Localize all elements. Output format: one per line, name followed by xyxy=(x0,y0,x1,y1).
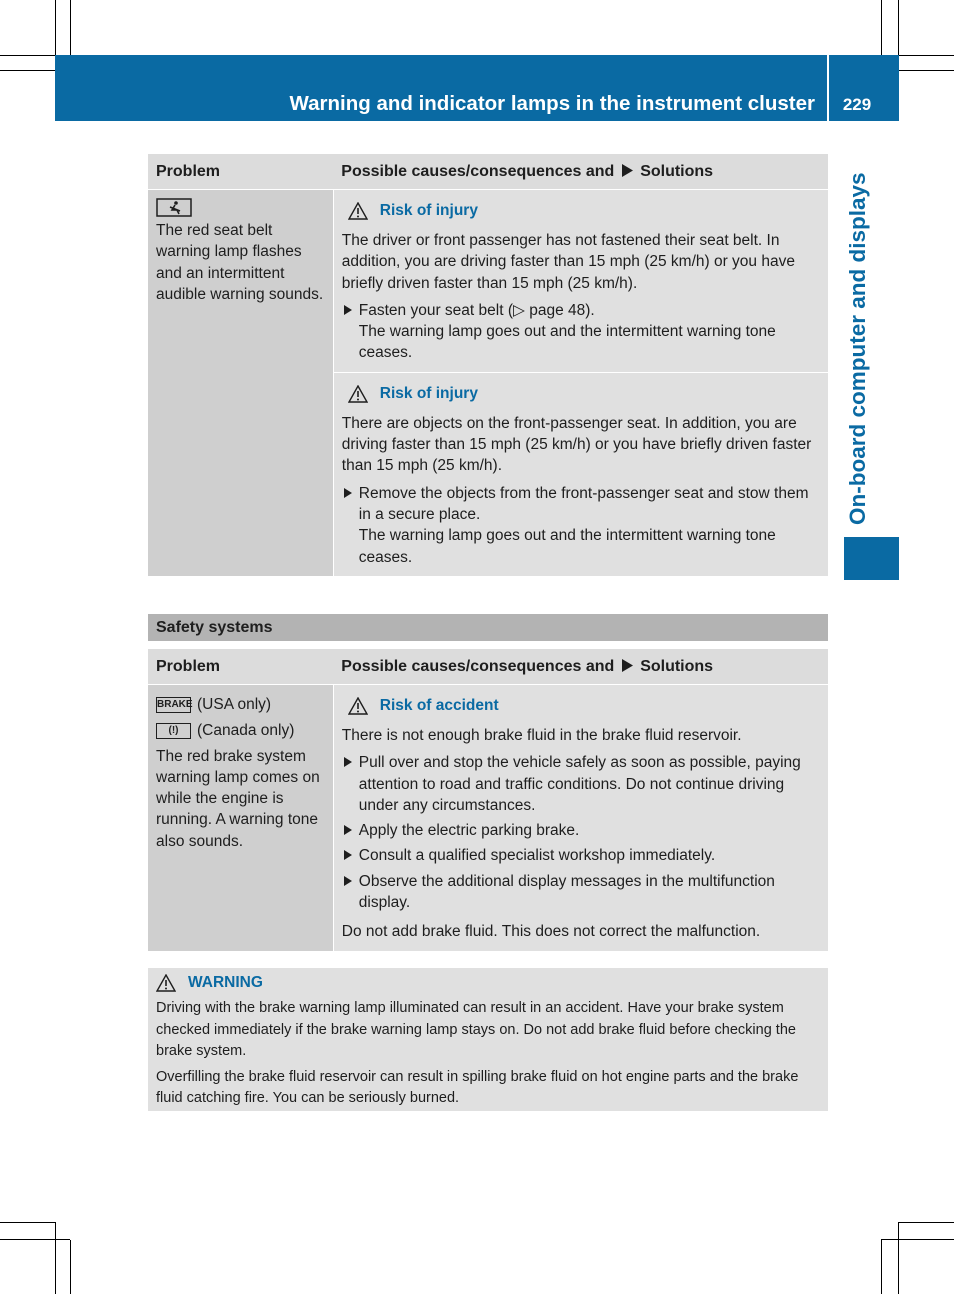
problem-cell xyxy=(148,190,333,576)
warning-label: Risk of injury xyxy=(379,384,478,402)
step-arrow-icon xyxy=(344,825,352,835)
crop-mark xyxy=(898,1222,899,1294)
step-result: The warning lamp goes out and the intermittent warning tone ceases. xyxy=(358,527,776,566)
crop-mark xyxy=(881,1240,882,1294)
instruction-step xyxy=(342,752,822,816)
page-title: Warning and indicator lamps in the instrument cluster xyxy=(289,92,815,115)
crop-mark xyxy=(70,1240,71,1294)
seat-belt-lamp-icon xyxy=(156,198,192,218)
warning-label: Risk of injury xyxy=(379,202,478,219)
instruction-step xyxy=(342,871,822,914)
page-ref-icon: ▷ xyxy=(512,301,525,319)
crop-mark xyxy=(70,0,71,55)
crop-mark xyxy=(0,1222,55,1223)
cause-text: There are objects on the front-passenger seat. In addition, you are driving faster than 15 mph (25 km/h) or you have briefly driven faster than 15 mph (25 km/h). xyxy=(341,414,812,475)
cause-text: The driver or front passenger has not fastened their seat belt. In addition, you are driving faster than 15 mph (25 km/h) or you have briefly driven faster than 15 mph (25 km/h). xyxy=(341,232,795,292)
warning-paragraph: Driving with the brake warning lamp illuminated can result in an accident. Have your brake system checked immediately if the brake warning lamp stays on. Do not add brake fluid before checking the brake system. xyxy=(156,1000,796,1059)
warning-triangle-icon xyxy=(348,202,368,220)
warning-title: WARNING xyxy=(188,974,263,991)
crop-mark xyxy=(899,70,954,71)
warning-triangle-icon xyxy=(348,697,368,715)
crop-mark xyxy=(898,0,899,55)
step-arrow-icon xyxy=(344,488,352,498)
problem-description: The red brake system warning lamp comes on while the engine is running. A warning tone also sounds. xyxy=(156,747,320,850)
crop-mark xyxy=(899,1222,954,1223)
crop-mark xyxy=(899,55,954,56)
page-number-box xyxy=(829,55,899,121)
table-header-row xyxy=(148,154,828,190)
column-header-causes xyxy=(333,649,828,685)
table-header-row xyxy=(148,649,828,685)
seat-belt-lamp-icon-wrap xyxy=(156,198,327,220)
step-text: Consult a qualified specialist workshop immediately. xyxy=(358,847,716,865)
side-tab-marker xyxy=(844,537,899,580)
instruction-step xyxy=(342,483,822,568)
step-text: Fasten your seat belt ( xyxy=(358,301,513,319)
column-header-solutions-label: Solutions xyxy=(640,658,714,675)
problem-description: The red seat belt warning lamp flashes and an intermittent audible warning sounds. xyxy=(156,222,324,303)
table-row xyxy=(148,685,828,951)
warning-box xyxy=(148,968,828,1111)
brake-lamp-icon: BRAKE xyxy=(156,697,191,713)
warning-heading xyxy=(348,383,822,405)
problem-cell xyxy=(148,685,333,951)
step-text-page: page 48). xyxy=(524,301,595,319)
causes-cell xyxy=(333,372,828,576)
step-text: Pull over and stop the vehicle safely as soon as possible, paying attention to road and traffic conditions. Do not continue driving under any circumstances. xyxy=(358,754,801,814)
crop-mark xyxy=(0,1239,70,1240)
instruction-step xyxy=(342,300,822,364)
warning-heading xyxy=(348,695,822,717)
column-header-solutions-label: Solutions xyxy=(640,163,714,180)
column-header-causes-label: Possible causes/consequences and xyxy=(341,658,615,675)
warning-paragraph: Overfilling the brake fluid reservoir can result in spilling brake fluid on hot engine parts and the brake fluid catching fire. You can be seriously burned. xyxy=(156,1068,799,1106)
step-text: Observe the additional display messages in the multifunction display. xyxy=(358,872,775,912)
warning-triangle-icon xyxy=(156,974,176,992)
solutions-arrow-icon xyxy=(622,164,633,177)
crop-mark xyxy=(0,55,55,56)
step-arrow-icon xyxy=(344,305,352,315)
section-heading xyxy=(148,614,828,641)
step-arrow-icon xyxy=(344,757,352,767)
crop-mark xyxy=(55,1222,56,1294)
page-header xyxy=(55,55,827,121)
page-number: 229 xyxy=(842,95,872,114)
causes-cell xyxy=(333,190,828,373)
step-result: The warning lamp goes out and the intermittent warning tone ceases. xyxy=(358,323,776,362)
table-row xyxy=(148,190,828,373)
step-arrow-icon xyxy=(344,876,352,886)
seat-belt-table xyxy=(148,154,828,576)
instruction-step xyxy=(342,845,822,866)
warning-heading xyxy=(348,200,822,222)
footer-note: Do not add brake fluid. This does not correct the malfunction. xyxy=(341,923,761,941)
column-header-causes xyxy=(333,154,828,190)
step-text: Apply the electric parking brake. xyxy=(358,822,580,840)
causes-cell xyxy=(333,685,828,951)
section-title: Safety systems xyxy=(156,619,273,636)
brake-warning-lamp-icon: (!) xyxy=(156,723,191,739)
brake-table xyxy=(148,649,828,951)
step-arrow-icon xyxy=(344,850,352,860)
crop-mark xyxy=(55,0,56,55)
crop-mark xyxy=(0,70,55,71)
instruction-step xyxy=(342,820,822,841)
side-tab-label: On-board computer and displays xyxy=(845,172,870,525)
lamp-canada-label: (Canada only) xyxy=(197,722,295,740)
lamp-usa-line xyxy=(156,694,327,715)
column-header-problem: Problem xyxy=(148,649,333,685)
warning-label: Risk of accident xyxy=(379,697,499,714)
warning-heading xyxy=(156,972,820,994)
crop-mark xyxy=(881,0,882,55)
column-header-problem: Problem xyxy=(148,154,333,190)
step-text: Remove the objects from the front-passenger seat and stow them in a secure place. xyxy=(358,484,809,523)
lamp-canada-line xyxy=(156,720,327,741)
crop-mark xyxy=(881,1239,954,1240)
lamp-usa-label: (USA only) xyxy=(197,696,272,713)
cause-text: There is not enough brake fluid in the brake fluid reservoir. xyxy=(341,727,742,744)
warning-triangle-icon xyxy=(348,385,368,403)
column-header-causes-label: Possible causes/consequences and xyxy=(341,163,615,180)
solutions-arrow-icon xyxy=(622,659,633,672)
